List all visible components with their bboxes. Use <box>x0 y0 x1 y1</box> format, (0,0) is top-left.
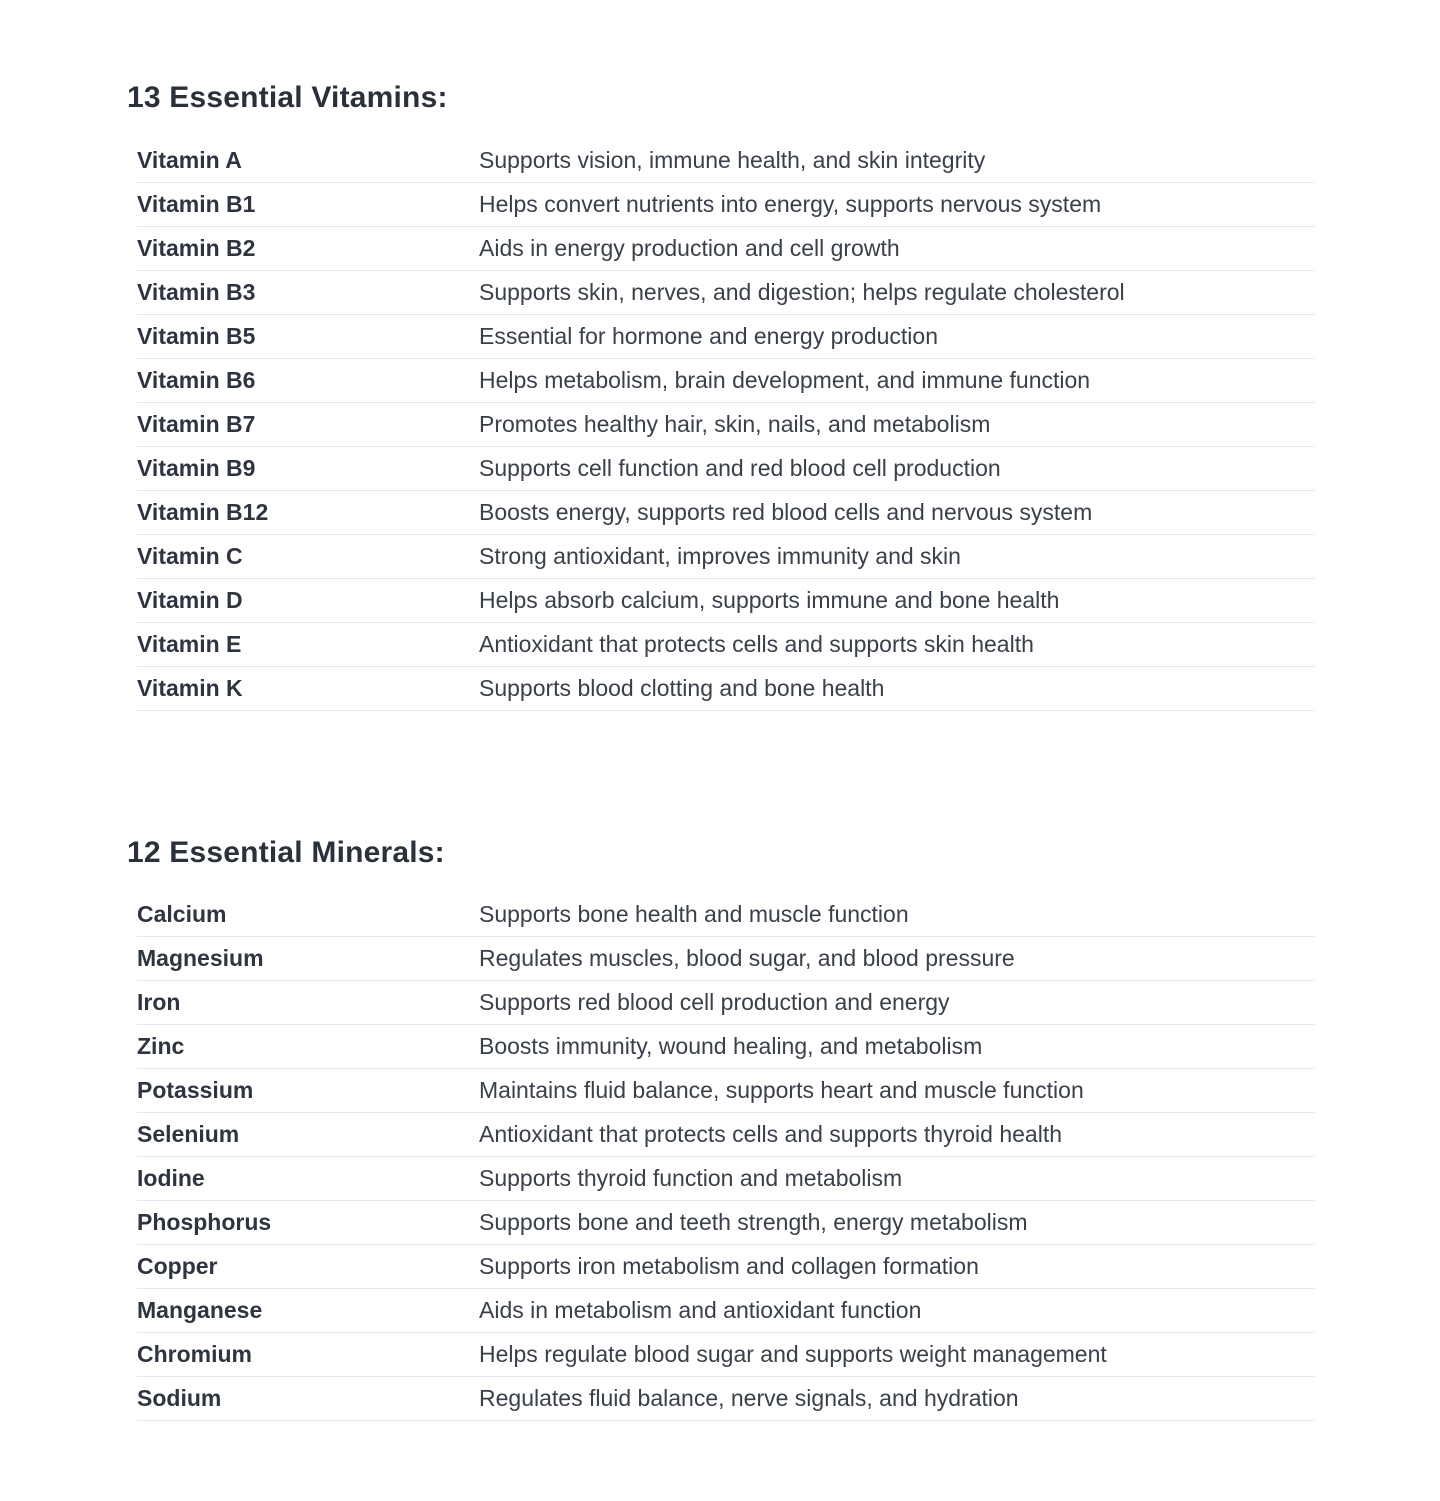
nutrient-description: Supports vision, immune health, and skin integrity <box>479 147 986 173</box>
table-row <box>137 447 1315 491</box>
vitamins-heading: 13 Essential Vitamins: <box>127 81 448 114</box>
nutrient-name: Iodine <box>137 1165 205 1191</box>
nutrient-description: Supports bone and teeth strength, energy metabolism <box>479 1209 1028 1235</box>
minerals-table <box>137 893 1315 1421</box>
nutrient-description: Promotes healthy hair, skin, nails, and metabolism <box>479 411 991 437</box>
nutrient-description: Aids in energy production and cell growth <box>479 235 900 261</box>
table-row <box>137 139 1315 183</box>
table-row <box>137 981 1315 1025</box>
nutrient-description: Antioxidant that protects cells and supports thyroid health <box>479 1121 1063 1147</box>
nutrient-name: Vitamin B12 <box>137 499 269 525</box>
table-row <box>137 1025 1315 1069</box>
table-row <box>137 937 1315 981</box>
table-row <box>137 271 1315 315</box>
nutrient-description: Maintains fluid balance, supports heart and muscle function <box>479 1077 1084 1103</box>
minerals-heading: 12 Essential Minerals: <box>127 836 445 869</box>
nutrient-description: Boosts immunity, wound healing, and metabolism <box>479 1033 983 1059</box>
table-row <box>137 1333 1315 1377</box>
nutrient-name: Vitamin C <box>137 543 243 569</box>
table-row <box>137 315 1315 359</box>
nutrient-name: Vitamin K <box>137 675 243 701</box>
nutrient-name: Phosphorus <box>137 1209 272 1235</box>
nutrient-description: Strong antioxidant, improves immunity and skin <box>479 543 961 569</box>
table-row <box>137 1069 1315 1113</box>
table-row <box>137 1113 1315 1157</box>
nutrient-description: Supports thyroid function and metabolism <box>479 1165 903 1191</box>
table-row <box>137 403 1315 447</box>
nutrient-name: Vitamin B3 <box>137 279 256 305</box>
table-row <box>137 1245 1315 1289</box>
nutrient-description: Supports cell function and red blood cell production <box>479 455 1001 481</box>
nutrient-name: Vitamin B5 <box>137 323 256 349</box>
nutrient-name: Vitamin E <box>137 631 242 657</box>
nutrient-name: Manganese <box>137 1297 263 1323</box>
nutrient-name: Vitamin B7 <box>137 411 256 437</box>
nutrient-description: Helps regulate blood sugar and supports weight management <box>479 1341 1107 1367</box>
table-row <box>137 1157 1315 1201</box>
table-row <box>137 491 1315 535</box>
minerals-section <box>127 833 1315 1421</box>
nutrient-description: Supports blood clotting and bone health <box>479 675 885 701</box>
vitamins-section <box>127 78 1315 711</box>
table-row <box>137 667 1315 711</box>
nutrient-name: Vitamin B9 <box>137 455 256 481</box>
nutrient-description: Helps convert nutrients into energy, supports nervous system <box>479 191 1102 217</box>
table-row <box>137 183 1315 227</box>
table-row <box>137 1201 1315 1245</box>
table-row <box>137 359 1315 403</box>
vitamins-table <box>137 139 1315 711</box>
nutrient-description: Supports bone health and muscle function <box>479 901 909 927</box>
nutrient-description: Supports skin, nerves, and digestion; helps regulate cholesterol <box>479 279 1125 305</box>
table-row <box>137 535 1315 579</box>
nutrient-name: Iron <box>137 989 181 1015</box>
nutrient-name: Copper <box>137 1253 218 1279</box>
nutrient-name: Zinc <box>137 1033 185 1059</box>
nutrient-name: Vitamin D <box>137 587 243 613</box>
nutrient-description: Regulates muscles, blood sugar, and blood pressure <box>479 945 1015 971</box>
nutrient-name: Calcium <box>137 901 227 927</box>
table-row <box>137 1289 1315 1333</box>
nutrient-description: Helps absorb calcium, supports immune and bone health <box>479 587 1060 613</box>
nutrient-description: Essential for hormone and energy production <box>479 323 939 349</box>
nutrient-name: Vitamin A <box>137 147 242 173</box>
nutrient-name: Vitamin B2 <box>137 235 256 261</box>
nutrient-description: Supports iron metabolism and collagen formation <box>479 1253 979 1279</box>
nutrient-description: Supports red blood cell production and energy <box>479 989 950 1015</box>
nutrient-description: Boosts energy, supports red blood cells and nervous system <box>479 499 1093 525</box>
nutrient-name: Chromium <box>137 1341 252 1367</box>
table-row <box>137 623 1315 667</box>
table-row <box>137 227 1315 271</box>
nutrient-description: Helps metabolism, brain development, and immune function <box>479 367 1091 393</box>
nutrient-description: Antioxidant that protects cells and supports skin health <box>479 631 1034 657</box>
nutrient-name: Vitamin B6 <box>137 367 256 393</box>
nutrient-name: Vitamin B1 <box>137 191 256 217</box>
nutrient-name: Sodium <box>137 1385 222 1411</box>
table-row <box>137 579 1315 623</box>
nutrient-name: Magnesium <box>137 945 264 971</box>
nutrient-description: Aids in metabolism and antioxidant function <box>479 1297 922 1323</box>
table-row <box>137 1377 1315 1421</box>
nutrient-name: Potassium <box>137 1077 254 1103</box>
table-row <box>137 893 1315 937</box>
nutrient-name: Selenium <box>137 1121 240 1147</box>
nutrient-description: Regulates fluid balance, nerve signals, and hydration <box>479 1385 1019 1411</box>
